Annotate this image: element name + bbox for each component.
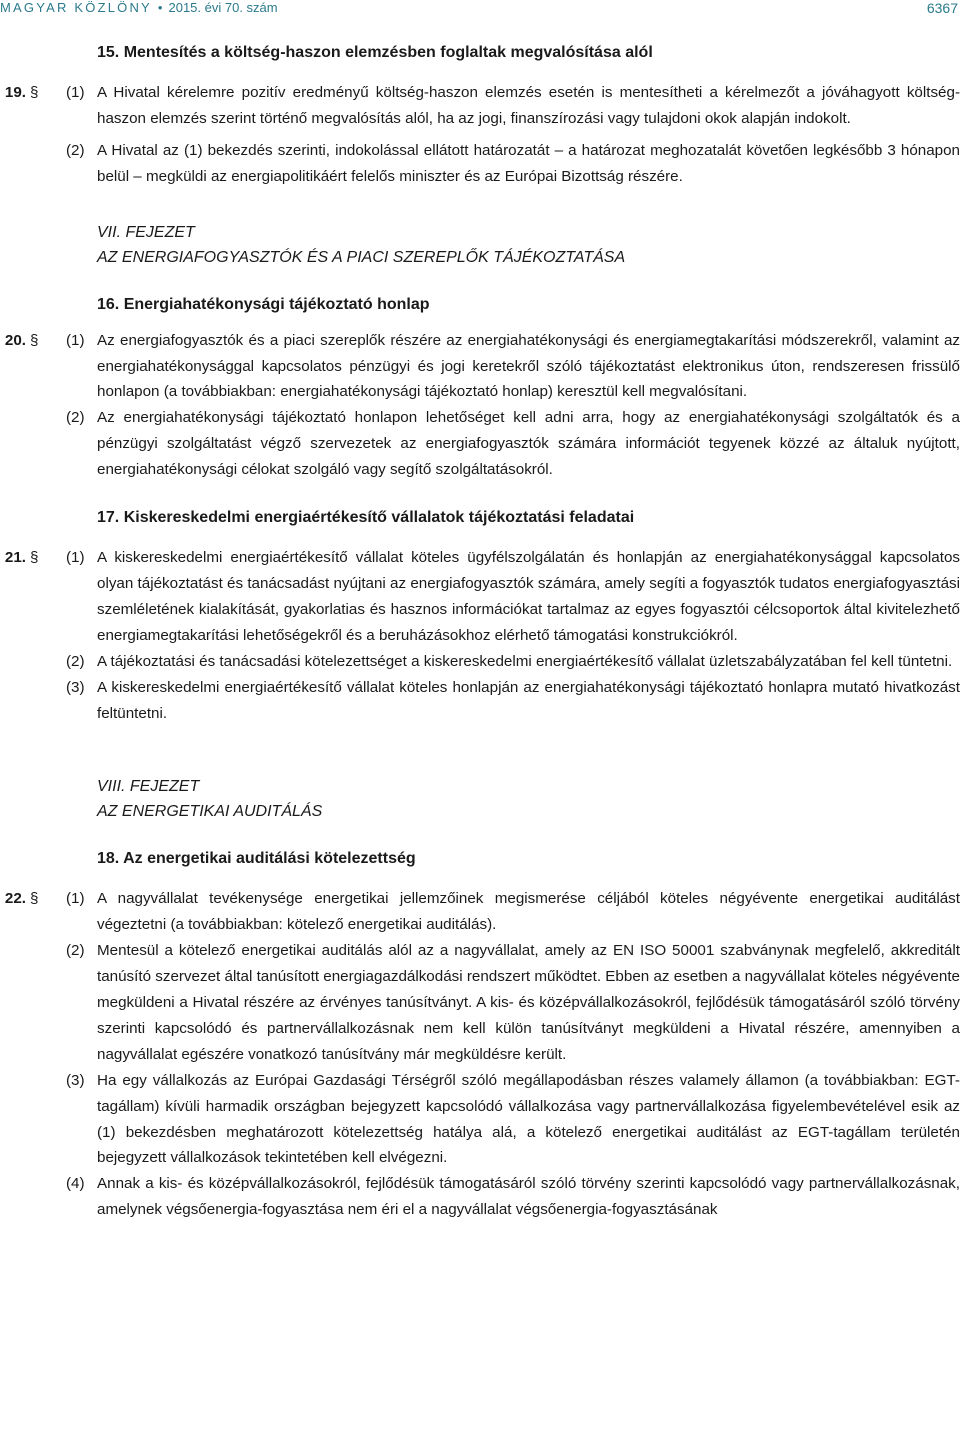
subheading-16: 16. Energiahatékonysági tájékoztató honlap	[97, 295, 430, 313]
section-symbol: §	[30, 890, 39, 908]
subheading-18: 18. Az energetikai auditálási kötelezettség	[97, 850, 416, 868]
paragraph-number: (1)	[66, 549, 85, 567]
paragraph-text: A kiskereskedelmi energiaértékesítő vállalat köteles honlapján az energiahatékonysági tájékoztató honlapra mutató hivatkozást feltüntetni.	[97, 678, 960, 722]
paragraph-text: A kiskereskedelmi energiaértékesítő vállalat köteles ügyfélszolgálatán és honlapján az energiahatékonysággal kapcsolatos olyan tájékoztatást és tanácsadást nyújtani az energiafogyasztók számára, amely segíti a fogyasztók tudatos energiafogyasztási szemléletének kialakítását, gyakorlatias és hasznos információkat tartalmaz az egyes fogyasztói célcsoportok által kivitelezhető energiamegtakarítási lehetőségekről és a beruházásokhoz elérhető támogatási konstrukciókról.	[97, 549, 960, 644]
paragraph-text: Az energiafogyasztók és a piaci szereplők részére az energiahatékonysági és energiamegtakarítási módszerekről, valamint az energiahatékonysággal kapcsolatos pénzügyi és jogi keretekről szóló tájékoztatást elektronikus úton, rendszeresen frissülő honlapon (a továbbiakban: energiahatékonysági tájékoztató honlap) keresztül kell megvalósítani.	[97, 331, 960, 401]
section-22-para-2	[0, 938, 960, 1068]
section-22-para-3	[0, 1068, 960, 1172]
journal-title	[0, 0, 278, 15]
paragraph-number: (1)	[66, 84, 85, 101]
paragraph-number: (2)	[66, 409, 85, 427]
paragraph-text: A nagyvállalat tevékenysége energetikai jellemzőinek megismerése céljából köteles négyévente energetikai auditálást végeztetni (a továbbiakban: kötelező energetikai auditálás).	[97, 890, 960, 934]
section-symbol: §	[30, 549, 39, 567]
chapter-7-number: VII. FEJEZET	[97, 223, 195, 241]
paragraph-text: A Hivatal kérelemre pozitív eredményű költség-haszon elemzés esetén is mentesítheti a kérelmezőt a jóváhagyott költség-haszon elemzés szerint történő megvalósítás alól, ha az jogi, finanszírozási vagy tulajdoni okok alapján indokolt.	[97, 84, 960, 127]
section-21-para-3	[0, 675, 960, 727]
paragraph-number: (1)	[66, 890, 85, 908]
paragraph-number: (2)	[66, 652, 85, 670]
subheading-15: 15. Mentesítés a költség-haszon elemzésben foglaltak megvalósítása alól	[97, 44, 653, 61]
section-20-para-2	[0, 405, 960, 483]
paragraph-number: (1)	[66, 331, 85, 349]
paragraph-text: Az energiahatékonysági tájékoztató honlapon lehetőséget kell adni arra, hogy az energiahatékonysági szolgáltatók és a pénzügyi szolgáltatást végző szervezetek az energiafogyasztók számára információt tegyenek közzé az általuk nyújtott, energiahatékonysági célokat szolgáló vagy segítő szolgáltatásokról.	[97, 409, 960, 479]
section-21-para-2	[0, 649, 960, 675]
page-header	[0, 0, 960, 20]
section-22-para-1	[0, 886, 960, 938]
section-19-para-2	[0, 138, 960, 190]
section-number: 22.	[4, 890, 26, 908]
chapter-8-number: VIII. FEJEZET	[97, 778, 200, 796]
section-number: 20.	[4, 331, 26, 349]
section-number: 21.	[4, 549, 26, 567]
section-symbol: §	[30, 84, 39, 101]
section-22-para-4	[0, 1171, 960, 1223]
section-21-para-1	[0, 545, 960, 649]
paragraph-text: A Hivatal az (1) bekezdés szerinti, indokolással ellátott határozatát – a határozat meghozatalát követően legkésőbb 3 hónapon belül – megküldi az energiapolitikáért felelős miniszter és az Európai Bizottság részére.	[97, 141, 960, 185]
paragraph-number: (3)	[66, 678, 85, 696]
paragraph-text: Annak a kis- és középvállalkozásokról, fejlődésük támogatásáról szóló törvény szerinti kapcsolódó vagy partnervállalkozásnak, amelynek végsőenergia-fogyasztása nem éri el a nagyvállalat végsőenergia-fogyasztásának	[97, 1175, 960, 1219]
paragraph-number: (4)	[66, 1175, 85, 1193]
chapter-8-title: AZ ENERGETIKAI AUDITÁLÁS	[97, 803, 323, 821]
issue-label: 2015. évi 70. szám	[168, 0, 278, 15]
section-19-para-1	[0, 80, 960, 132]
section-20-para-1	[0, 328, 960, 406]
subheading-17: 17. Kiskereskedelmi energiaértékesítő vállalatok tájékoztatási feladatai	[97, 509, 635, 527]
section-number: 19.	[4, 84, 26, 101]
page-number: 6367	[926, 0, 958, 16]
journal-name: MAGYAR KÖZLÖNY	[0, 0, 152, 15]
paragraph-text: Ha egy vállalkozás az Európai Gazdasági Térségről szóló megállapodásban részes valamely államon (a továbbiakban: EGT-tagállam) kívüli harmadik országban bejegyzett kapcsolódó vállalkozása vagy partnervállalkozása figyelembevételével esik az (1) bekezdésben meghatározott kötelezettség hatálya alá, a kötelező energetikai auditálást az EGT-tagállam területén bejegyzett vállalkozások tekintetében kell elvégezni.	[97, 1071, 960, 1167]
paragraph-text: A tájékoztatási és tanácsadási kötelezettséget a kiskereskedelmi energiaértékesítő vállalat üzletszabályzatában fel kell tüntetni.	[97, 652, 953, 670]
paragraph-number: (3)	[66, 1071, 85, 1089]
chapter-7-title: AZ ENERGIAFOGYASZTÓK ÉS A PIACI SZEREPLŐK TÁJÉKOZTATÁSA	[97, 248, 626, 266]
document-body	[0, 40, 960, 1432]
header-bullet: •	[157, 0, 163, 15]
paragraph-number: (2)	[66, 141, 85, 159]
section-symbol: §	[30, 331, 39, 349]
paragraph-text: Mentesül a kötelező energetikai auditálás alól az a nagyvállalat, amely az EN ISO 50001 szabványnak megfelelő, akkreditált tanúsító szervezet által tanúsított energiagazdálkodási rendszert működtet. Ebben az esetben a nagyvállalat köteles négyévente megküldeni a Hivatal részére az érvényes tanúsítványt. A kis- és középvállalkozásokról, fejlődésük támogatásáról szóló törvény szerinti kapcsolódó és partnervállalkozásnak nem kell külön tanúsítványt megküldeni a Hivatal részére, amennyiben a nagyvállalat egészére vonatkozó tanúsítvány már megküldésre került.	[97, 942, 960, 1063]
paragraph-number: (2)	[66, 942, 85, 960]
